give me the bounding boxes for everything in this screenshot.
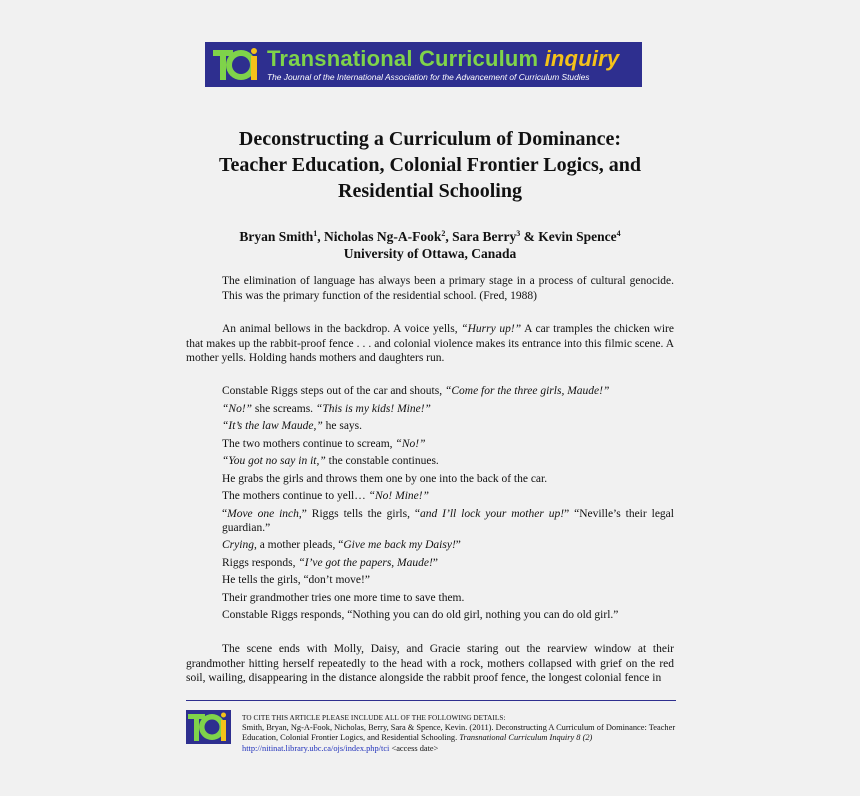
dialogue-line bbox=[222, 489, 674, 503]
journal-banner bbox=[205, 42, 642, 87]
tci-footer-logo bbox=[186, 710, 231, 744]
dialogue-line bbox=[222, 437, 674, 451]
text-run: The two mothers continue to scream, bbox=[222, 437, 396, 450]
epigraph: The elimination of language has always been a primary stage in a process of cultural genocide. This was the primary function of the residential school. (Fred, 1988) bbox=[222, 275, 674, 302]
italic-text: “No!” bbox=[222, 402, 253, 415]
italic-text: “You got no say in it,” bbox=[222, 455, 326, 467]
text-run: the constable continues. bbox=[325, 455, 439, 467]
text-run: Constable Riggs steps out of the car and shouts, bbox=[222, 385, 445, 397]
dialogue-line bbox=[222, 573, 674, 587]
dialogue-line bbox=[222, 507, 674, 535]
italic-text: “I’ve got the papers, Maude! bbox=[298, 556, 433, 569]
tci-logo bbox=[211, 46, 263, 84]
italic-text: “Come for the three girls, Maude!” bbox=[444, 385, 610, 397]
text-run: He grabs the girls and throws them one by one into the back of the car. bbox=[222, 472, 548, 485]
paper-title: Deconstructing a Curriculum of Dominance: Teacher Education, Colonial Frontier Logics, and Residential Schooling bbox=[218, 128, 642, 202]
affiliation: University of Ottawa, Canada bbox=[343, 246, 517, 261]
italic-text: “No!” bbox=[395, 437, 426, 450]
citation-block bbox=[242, 713, 682, 754]
text-run: Their grandmother tries one more time to save them. bbox=[222, 591, 465, 604]
authors-block bbox=[150, 225, 710, 262]
dialogue-line bbox=[222, 591, 674, 605]
italic-text: “This is my kids! Mine!” bbox=[315, 402, 431, 415]
text-run: Riggs responds, bbox=[222, 556, 299, 569]
citation-text: Smith, Bryan, Ng-A-Fook, Nicholas, Berry, Sara & Spence, Kevin. (2011). Deconstructing A Curriculum of Dominance: Teacher Education, Colonial Frontier Logics, and Residential Schooling. Transnational Curriculum Inquiry 8 (2) bbox=[242, 723, 676, 743]
dialogue-line bbox=[222, 556, 674, 570]
dialogue-line bbox=[222, 419, 674, 433]
citation-url-line: http://nitinat.library.ubc.ca/ojs/index.php/tci <access date> bbox=[242, 743, 439, 753]
italic-text: Crying bbox=[222, 539, 254, 552]
text-run: He tells the girls, “don’t move!” bbox=[222, 574, 370, 587]
dialogue-line bbox=[222, 402, 674, 416]
text-run: ” “Neville’s their legal guardian.” bbox=[222, 507, 674, 534]
italic-text: “Hurry up!” bbox=[461, 323, 522, 335]
text-run: “ bbox=[222, 507, 228, 520]
author-list: Bryan Smith$^1$, Nicholas Ng-A-Fook$^2$, Sara Berry$^3$ & Kevin Spence$^4$ bbox=[239, 229, 621, 244]
italic-text: and I’ll lock your mother up! bbox=[420, 507, 565, 520]
text-run: Constable Riggs responds, “Nothing you can do old girl, nothing you can do old girl.” bbox=[222, 609, 619, 622]
italic-text: Move one inch bbox=[227, 507, 299, 520]
journal-subtitle: The Journal of the International Association for the Advancement of Curriculum Studies bbox=[267, 71, 590, 82]
text-run: A car tramples the chicken wire that makes up the rabbit-proof fence . . . and colonial violence makes its entrance into this filmic scene. A mother yells. Holding hands mothers and daughters run. bbox=[186, 323, 674, 365]
text-run: ,” Riggs tells the girls, “ bbox=[298, 507, 420, 520]
italic-text: “No! Mine!” bbox=[368, 490, 429, 502]
dialogue-line bbox=[222, 454, 674, 468]
text-run: ” bbox=[432, 556, 438, 569]
italic-text: Give me back my Daisy! bbox=[343, 539, 456, 552]
text-run: , a mother pleads, “ bbox=[253, 539, 344, 552]
text-run: The mothers continue to yell… bbox=[222, 490, 369, 502]
text-run: he says. bbox=[322, 420, 363, 432]
dialogue-line bbox=[222, 538, 674, 552]
dialogue-line bbox=[222, 384, 674, 398]
dialogue-block bbox=[222, 384, 674, 626]
paragraph-scene-end: The scene ends with Molly, Daisy, and Gracie staring out the rearview window at their grandmother hitting herself repeatedly to the head with a rock, mothers collapsed with grief on the red soil, wailing, disappearing in the distance alongside the rabbit proof fence, the longest colonial fence in bbox=[186, 643, 674, 685]
citation-caption: TO CITE THIS ARTICLE PLEASE INCLUDE ALL OF THE FOLLOWING DETAILS: bbox=[242, 714, 506, 722]
text-run: ” bbox=[455, 539, 461, 552]
journal-url-link[interactable]: http://nitinat.library.ubc.ca/ojs/index.php/tci bbox=[242, 743, 390, 753]
text-run: she screams. bbox=[252, 402, 316, 415]
footer-divider bbox=[186, 700, 676, 701]
journal-title: Transnational Curriculum inquiry bbox=[267, 45, 620, 71]
dialogue-line bbox=[222, 608, 674, 622]
paragraph-intro bbox=[186, 322, 674, 366]
dialogue-line bbox=[222, 472, 674, 486]
text-run: An animal bellows in the backdrop. A voice yells, bbox=[222, 323, 462, 335]
italic-text: “It’s the law Maude,” bbox=[222, 420, 323, 432]
